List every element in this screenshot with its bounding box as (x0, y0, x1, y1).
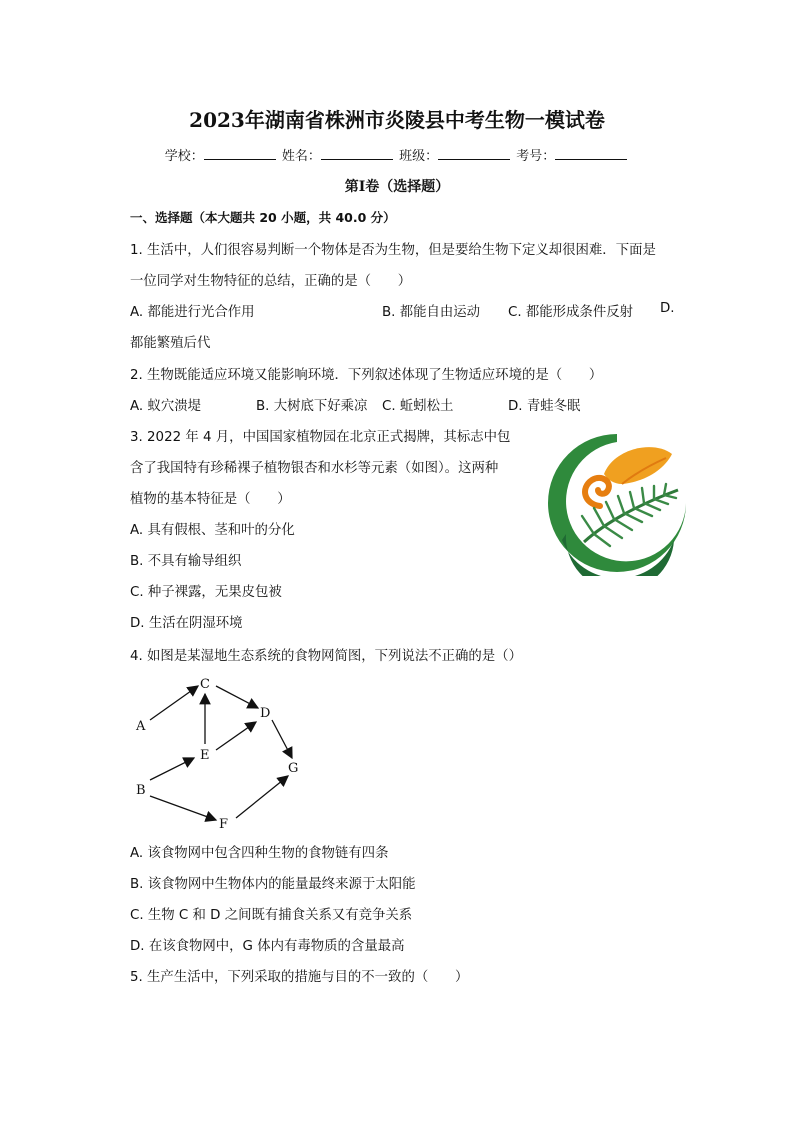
q1-option-d: D. (660, 301, 675, 316)
botanical-garden-logo-image (544, 430, 690, 576)
q1-stem-line1: 1. 生活中，人们很容易判断一个物体是否为生物，但是要给生物下定义却很困难．下面是 (130, 243, 656, 258)
q1-option-b: B. 都能自由运动 (382, 305, 481, 320)
q3-option-b: B. 不具有输导组织 (130, 554, 242, 569)
q2-option-a: A. 蚁穴溃堤 (130, 399, 201, 414)
food-web-node-a: A (136, 719, 146, 734)
q2-option-d: D. 青蛙冬眠 (508, 399, 581, 414)
q4-option-a: A. 该食物网中包含四种生物的食物链有四条 (130, 846, 389, 861)
edge-e-d (216, 722, 256, 750)
food-web-node-e: E (200, 748, 210, 763)
volume-heading: 第Ⅰ卷（选择题） (344, 179, 450, 195)
q2-option-c: C. 蚯蚓松土 (382, 399, 454, 414)
q1-option-d-text: 都能繁殖后代 (130, 336, 211, 351)
q4-stem: 4. 如图是某湿地生态系统的食物网简图，下列说法不正确的是（） (130, 649, 522, 664)
section-heading: 一、选择题（本大题共 20 小题，共 40.0 分） (130, 210, 396, 225)
food-web-node-c: C (200, 677, 210, 692)
q3-option-d: D. 生活在阴湿环境 (130, 616, 243, 631)
q3-stem-line1: 3. 2022 年 4 月，中国国家植物园在北京正式揭牌，其标志中包 (130, 430, 511, 445)
q3-stem-line3: 植物的基本特征是（ ） (130, 492, 291, 507)
edge-b-f (150, 796, 216, 820)
school-label: 学校： (164, 149, 204, 164)
exam-title: 2023年湖南省株洲市炎陵县中考生物一模试卷 (189, 108, 605, 132)
q4-option-b: B. 该食物网中生物体内的能量最终来源于太阳能 (130, 877, 416, 892)
q4-option-c: C. 生物 C 和 D 之间既有捕食关系又有竞争关系 (130, 908, 413, 923)
class-label: 班级： (399, 149, 439, 164)
class-blank[interactable] (438, 147, 510, 160)
q5-stem: 5. 生产生活中，下列采取的措施与目的不一致的（ ） (130, 970, 469, 985)
q1-stem-line2: 一位同学对生物特征的总结，正确的是（ ） (130, 274, 412, 289)
q3-stem-line2: 含了我国特有珍稀裸子植物银杏和水杉等元素（如图）。这两种 (130, 461, 499, 476)
number-label: 考号： (516, 149, 556, 164)
food-web-node-g: G (288, 761, 299, 776)
q4-option-d: D. 在该食物网中，G 体内有毒物质的含量最高 (130, 939, 405, 954)
number-blank[interactable] (555, 147, 627, 160)
edge-a-c (150, 686, 198, 720)
q2-option-b: B. 大树底下好乘凉 (256, 399, 368, 414)
name-blank[interactable] (321, 147, 393, 160)
edge-f-g (236, 776, 288, 818)
food-web-diagram (128, 672, 308, 832)
q3-option-a: A. 具有假根、茎和叶的分化 (130, 523, 295, 538)
q1-option-c: C. 都能形成条件反射 (508, 305, 633, 320)
food-web-node-d: D (260, 706, 271, 721)
name-label: 姓名： (281, 149, 321, 164)
school-blank[interactable] (204, 147, 276, 160)
food-web-node-b: B (136, 783, 146, 798)
edge-d-g (272, 720, 292, 758)
q1-option-a: A. 都能进行光合作用 (130, 305, 255, 320)
q3-option-c: C. 种子裸露，无果皮包被 (130, 585, 282, 600)
food-web-node-f: F (219, 817, 229, 832)
edge-c-d (216, 686, 258, 708)
student-info-row (0, 145, 794, 164)
edge-b-e (150, 758, 194, 780)
logo-ginkgo-leaf (604, 447, 672, 484)
q2-stem: 2. 生物既能适应环境又能影响环境．下列叙述体现了生物适应环境的是（ ） (130, 368, 603, 383)
